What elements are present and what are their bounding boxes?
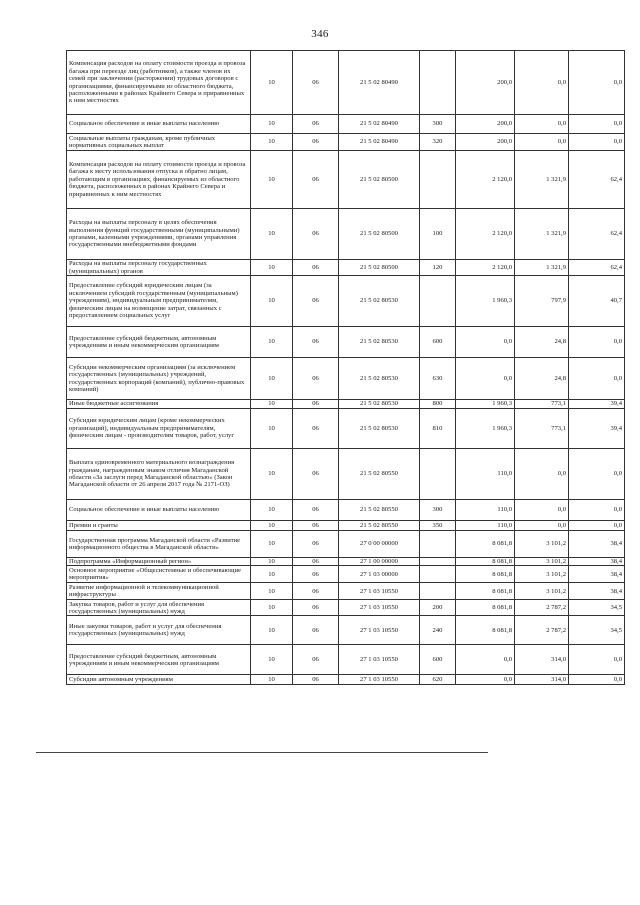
row-expense-type <box>420 583 456 600</box>
table-row <box>67 645 625 675</box>
row-subsection: 06 <box>293 583 339 600</box>
row-section: 10 <box>251 358 293 400</box>
row-target-article: 21 5 02 80500 <box>339 260 420 276</box>
table-row <box>67 531 625 558</box>
row-section: 10 <box>251 645 293 675</box>
row-subsection: 06 <box>293 327 339 358</box>
budget-table-body <box>67 51 625 685</box>
row-planned: 1 960,3 <box>456 276 515 327</box>
table-row <box>67 400 625 409</box>
row-planned: 2 120,0 <box>456 209 515 260</box>
row-percent: 0,0 <box>569 500 625 521</box>
row-section: 10 <box>251 51 293 115</box>
row-subsection: 06 <box>293 400 339 409</box>
row-section: 10 <box>251 583 293 600</box>
row-percent: 0,0 <box>569 358 625 400</box>
table-row <box>67 209 625 260</box>
row-section: 10 <box>251 400 293 409</box>
row-expense-type <box>420 558 456 566</box>
row-planned: 8 081,8 <box>456 531 515 558</box>
row-expense-type: 600 <box>420 645 456 675</box>
row-executed: 1 321,9 <box>515 151 569 209</box>
row-subsection: 06 <box>293 260 339 276</box>
table-row <box>67 616 625 645</box>
row-name: Развитие информационной и телекоммуникационной инфраструктуры <box>67 583 251 600</box>
table-row <box>67 409 625 449</box>
row-name: Иные закупки товаров, работ и услуг для обеспечения государственных (муниципальных) нужд <box>67 616 251 645</box>
row-planned: 0,0 <box>456 675 515 685</box>
row-target-article: 21 5 02 80530 <box>339 276 420 327</box>
row-expense-type <box>420 51 456 115</box>
row-planned: 8 081,8 <box>456 583 515 600</box>
row-section: 10 <box>251 276 293 327</box>
row-percent: 38,4 <box>569 583 625 600</box>
row-section: 10 <box>251 327 293 358</box>
table-row <box>67 327 625 358</box>
row-planned: 0,0 <box>456 645 515 675</box>
row-name: Компенсация расходов на оплату стоимости проезда и провоза багажа при переезде лиц (работников), а также членов их семей при заключении (расторжении) трудовых договоров с организациями, финансируемыми из областного бюджета, расположенными в районах Крайнего Севера и приравненных к ним местностях <box>67 51 251 115</box>
row-planned: 8 081,8 <box>456 600 515 616</box>
row-target-article: 21 5 02 80490 <box>339 51 420 115</box>
row-name: Субсидии некоммерческим организациям (за исключением государственных (муниципальных) учреждений, государственных корпораций (компаний), публично-правовых компаний) <box>67 358 251 400</box>
row-expense-type <box>420 151 456 209</box>
row-section: 10 <box>251 675 293 685</box>
row-executed: 2 787,2 <box>515 616 569 645</box>
row-section: 10 <box>251 409 293 449</box>
row-name: Компенсация расходов на оплату стоимости проезда и провоза багажа к месту использования отпуска и обратно лицам, работающим в организациях, финансируемых из областного бюджета, расположенных в районах Крайнего Севера и приравненных к ним местностях <box>67 151 251 209</box>
row-executed: 24,8 <box>515 358 569 400</box>
row-planned: 8 081,8 <box>456 558 515 566</box>
row-percent: 0,0 <box>569 51 625 115</box>
row-expense-type: 620 <box>420 675 456 685</box>
row-expense-type: 240 <box>420 616 456 645</box>
row-name: Субсидии автономным учреждениям <box>67 675 251 685</box>
row-planned: 8 081,8 <box>456 566 515 583</box>
row-name: Социальное обеспечение и иные выплаты населению <box>67 115 251 134</box>
row-percent: 62,4 <box>569 151 625 209</box>
row-section: 10 <box>251 115 293 134</box>
row-target-article: 21 5 02 80550 <box>339 521 420 531</box>
row-executed: 797,9 <box>515 276 569 327</box>
row-target-article: 21 5 02 80530 <box>339 327 420 358</box>
row-executed: 0,0 <box>515 51 569 115</box>
budget-table <box>66 50 625 685</box>
row-section: 10 <box>251 449 293 500</box>
row-section: 10 <box>251 600 293 616</box>
row-target-article: 21 5 02 80530 <box>339 409 420 449</box>
row-executed: 0,0 <box>515 449 569 500</box>
row-expense-type: 100 <box>420 209 456 260</box>
row-expense-type: 200 <box>420 600 456 616</box>
row-planned: 110,0 <box>456 500 515 521</box>
table-row <box>67 449 625 500</box>
row-planned: 2 120,0 <box>456 260 515 276</box>
row-expense-type: 350 <box>420 521 456 531</box>
table-row <box>67 566 625 583</box>
row-planned: 0,0 <box>456 358 515 400</box>
row-planned: 200,0 <box>456 134 515 151</box>
row-expense-type: 120 <box>420 260 456 276</box>
row-executed: 1 321,9 <box>515 260 569 276</box>
row-subsection: 06 <box>293 600 339 616</box>
row-percent: 34,5 <box>569 616 625 645</box>
row-planned: 110,0 <box>456 521 515 531</box>
row-subsection: 06 <box>293 566 339 583</box>
row-executed: 314,0 <box>515 645 569 675</box>
row-name: Выплата единовременного материального вознаграждения гражданам, награжденным знаком отличия Магаданской области «За заслуги перед Магаданской областью» (Закон Магаданской области от 26 апреля 2017 года № 2171-ОЗ) <box>67 449 251 500</box>
row-executed: 314,0 <box>515 675 569 685</box>
table-row <box>67 115 625 134</box>
row-percent: 62,4 <box>569 260 625 276</box>
row-target-article: 27 0 00 00000 <box>339 531 420 558</box>
row-subsection: 06 <box>293 521 339 531</box>
row-percent: 0,0 <box>569 115 625 134</box>
table-row <box>67 276 625 327</box>
table-row <box>67 151 625 209</box>
row-section: 10 <box>251 521 293 531</box>
page-number: 346 <box>311 28 329 40</box>
row-target-article: 21 5 02 80530 <box>339 400 420 409</box>
row-planned: 2 120,0 <box>456 151 515 209</box>
row-planned: 110,0 <box>456 449 515 500</box>
row-target-article: 27 1 03 10550 <box>339 583 420 600</box>
row-name: Социальное обеспечение и иные выплаты населению <box>67 500 251 521</box>
row-subsection: 06 <box>293 115 339 134</box>
row-expense-type: 300 <box>420 500 456 521</box>
row-section: 10 <box>251 134 293 151</box>
row-executed: 0,0 <box>515 521 569 531</box>
row-target-article: 27 1 00 00000 <box>339 558 420 566</box>
table-row <box>67 260 625 276</box>
row-target-article: 27 1 03 10550 <box>339 600 420 616</box>
row-subsection: 06 <box>293 276 339 327</box>
row-expense-type: 320 <box>420 134 456 151</box>
table-row <box>67 134 625 151</box>
row-executed: 3 101,2 <box>515 558 569 566</box>
row-target-article: 21 5 02 80490 <box>339 134 420 151</box>
row-subsection: 06 <box>293 134 339 151</box>
row-target-article: 21 5 02 80550 <box>339 500 420 521</box>
table-row <box>67 500 625 521</box>
row-expense-type: 810 <box>420 409 456 449</box>
row-target-article: 27 1 03 10550 <box>339 645 420 675</box>
row-planned: 1 960,3 <box>456 409 515 449</box>
row-percent: 38,4 <box>569 531 625 558</box>
table-row <box>67 675 625 685</box>
row-executed: 0,0 <box>515 115 569 134</box>
row-executed: 3 101,2 <box>515 531 569 558</box>
row-name: Закупка товаров, работ и услуг для обеспечения государственных (муниципальных) нужд <box>67 600 251 616</box>
row-name: Расходы на выплаты персоналу государственных (муниципальных) органов <box>67 260 251 276</box>
table-row <box>67 583 625 600</box>
row-section: 10 <box>251 151 293 209</box>
row-section: 10 <box>251 616 293 645</box>
row-subsection: 06 <box>293 151 339 209</box>
row-name: Иные бюджетные ассигнования <box>67 400 251 409</box>
row-percent: 38,4 <box>569 558 625 566</box>
row-target-article: 21 5 02 80550 <box>339 449 420 500</box>
row-executed: 2 787,2 <box>515 600 569 616</box>
row-target-article: 27 1 03 10550 <box>339 675 420 685</box>
row-section: 10 <box>251 558 293 566</box>
row-target-article: 21 5 02 80530 <box>339 358 420 400</box>
row-planned: 200,0 <box>456 51 515 115</box>
row-percent: 0,0 <box>569 675 625 685</box>
table-row <box>67 558 625 566</box>
row-subsection: 06 <box>293 500 339 521</box>
row-subsection: 06 <box>293 675 339 685</box>
row-executed: 0,0 <box>515 500 569 521</box>
row-planned: 200,0 <box>456 115 515 134</box>
row-expense-type <box>420 531 456 558</box>
row-subsection: 06 <box>293 558 339 566</box>
row-executed: 1 321,9 <box>515 209 569 260</box>
row-subsection: 06 <box>293 449 339 500</box>
row-executed: 3 101,2 <box>515 566 569 583</box>
row-expense-type <box>420 566 456 583</box>
row-executed: 24,8 <box>515 327 569 358</box>
table-row <box>67 51 625 115</box>
row-name: Предоставление субсидий юридическим лицам (за исключением субсидий государственным (муниципальным) учреждениям), индивидуальным предпринимателям, физическим лицам на возмещение затрат, связанных с предоставлением социальных услуг <box>67 276 251 327</box>
row-percent: 0,0 <box>569 521 625 531</box>
row-percent: 0,0 <box>569 134 625 151</box>
row-name: Предоставление субсидий бюджетным, автономным учреждениям и иным некоммерческим организациям <box>67 327 251 358</box>
row-executed: 3 101,2 <box>515 583 569 600</box>
row-percent: 0,0 <box>569 327 625 358</box>
row-percent: 0,0 <box>569 645 625 675</box>
row-percent: 62,4 <box>569 209 625 260</box>
row-name: Субсидии юридическим лицам (кроме некоммерческих организаций), индивидуальным предпринимателям, физическим лицам - производителям товаров, работ, услуг <box>67 409 251 449</box>
row-planned: 8 081,8 <box>456 616 515 645</box>
row-percent: 34,5 <box>569 600 625 616</box>
footer-divider <box>36 752 488 753</box>
row-percent: 38,4 <box>569 566 625 583</box>
row-expense-type <box>420 276 456 327</box>
row-expense-type: 800 <box>420 400 456 409</box>
row-executed: 773,1 <box>515 400 569 409</box>
row-percent: 40,7 <box>569 276 625 327</box>
row-name: Подпрограмма «Информационный регион» <box>67 558 251 566</box>
row-target-article: 21 5 02 80500 <box>339 209 420 260</box>
row-subsection: 06 <box>293 209 339 260</box>
row-target-article: 21 5 02 80500 <box>339 151 420 209</box>
row-name: Основное мероприятие «Общесистемные и обеспечивающие мероприятия» <box>67 566 251 583</box>
row-section: 10 <box>251 531 293 558</box>
row-section: 10 <box>251 500 293 521</box>
row-subsection: 06 <box>293 358 339 400</box>
row-section: 10 <box>251 209 293 260</box>
row-target-article: 21 5 02 80490 <box>339 115 420 134</box>
row-expense-type: 300 <box>420 115 456 134</box>
row-name: Премии и гранты <box>67 521 251 531</box>
row-section: 10 <box>251 566 293 583</box>
row-subsection: 06 <box>293 616 339 645</box>
row-name: Расходы на выплаты персоналу в целях обеспечения выполнения функций государственными (муниципальными) органами, казенными учреждениями, органами управления государственными внебюджетными фондами <box>67 209 251 260</box>
row-subsection: 06 <box>293 409 339 449</box>
row-target-article: 27 1 03 10550 <box>339 616 420 645</box>
row-expense-type <box>420 449 456 500</box>
row-percent: 0,0 <box>569 449 625 500</box>
row-name: Государственная программа Магаданской области «Развитие информационного общества в Магаданской области» <box>67 531 251 558</box>
row-section: 10 <box>251 260 293 276</box>
row-executed: 773,1 <box>515 409 569 449</box>
row-subsection: 06 <box>293 51 339 115</box>
row-executed: 0,0 <box>515 134 569 151</box>
table-row <box>67 600 625 616</box>
table-row <box>67 521 625 531</box>
table-row <box>67 358 625 400</box>
row-subsection: 06 <box>293 645 339 675</box>
row-name: Социальные выплаты гражданам, кроме публичных нормативных социальных выплат <box>67 134 251 151</box>
row-expense-type: 600 <box>420 327 456 358</box>
row-planned: 0,0 <box>456 327 515 358</box>
row-planned: 1 960,3 <box>456 400 515 409</box>
row-percent: 39,4 <box>569 409 625 449</box>
row-expense-type: 630 <box>420 358 456 400</box>
row-subsection: 06 <box>293 531 339 558</box>
row-name: Предоставление субсидий бюджетным, автономным учреждениям и иным некоммерческим организациям <box>67 645 251 675</box>
row-target-article: 27 1 03 00000 <box>339 566 420 583</box>
row-percent: 39,4 <box>569 400 625 409</box>
